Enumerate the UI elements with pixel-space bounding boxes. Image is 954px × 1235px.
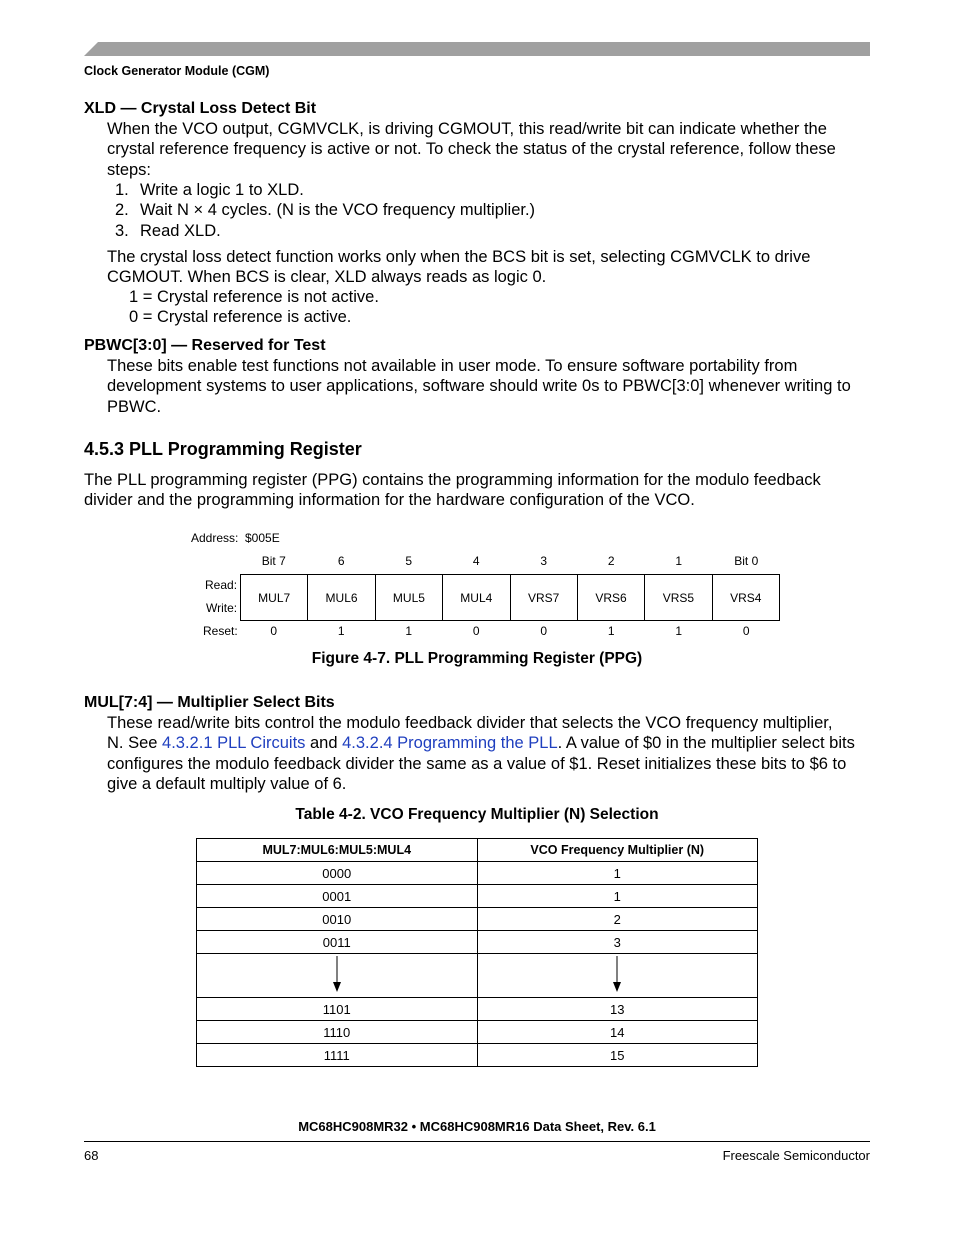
running-header: Clock Generator Module (CGM)	[84, 64, 270, 78]
list-item: 3. Read XLD.	[115, 221, 221, 240]
arrow-down-icon	[331, 954, 343, 994]
footer-document-title: MC68HC908MR32 • MC68HC908MR16 Data Sheet, Rev. 6.1	[298, 1119, 656, 1134]
register-bit-labels	[240, 554, 780, 568]
pbwc-heading: PBWC[3:0] — Reserved for Test	[84, 337, 326, 354]
list-item: 1. Write a logic 1 to XLD.	[115, 181, 304, 199]
reset-value: 1	[337, 624, 345, 638]
reset-value: 1	[405, 624, 413, 638]
register-address-value: $005E	[245, 531, 280, 545]
column-header: VCO Frequency Multiplier (N)	[477, 839, 758, 862]
vco-multiplier-table	[196, 838, 758, 1067]
arrow-down-icon	[611, 954, 623, 994]
bit-label: 2	[607, 554, 615, 568]
bit-label: Bit 7	[261, 554, 286, 568]
link-pll-circuits[interactable]: 4.3.2.1 PLL Circuits	[162, 734, 306, 753]
bit-label: 3	[540, 554, 548, 568]
section-title: 4.5.3 PLL Programming Register	[84, 439, 362, 459]
register-field: MUL4	[443, 575, 510, 621]
column-header: MUL7:MUL6:MUL5:MUL4	[197, 839, 478, 862]
table-row: 0000 1	[197, 862, 758, 885]
register-field: MUL5	[375, 575, 442, 621]
xld-steps-list	[115, 180, 535, 241]
reset-value: 1	[607, 624, 615, 638]
table-row: 0010 2	[197, 908, 758, 931]
register-fields-table	[240, 574, 780, 621]
table-row: 1111 15	[197, 1044, 758, 1067]
reset-value: 0	[270, 624, 278, 638]
register-field: VRS5	[645, 575, 712, 621]
register-field: MUL6	[308, 575, 375, 621]
page-number: 68	[84, 1148, 99, 1163]
table-row: 0011 3	[197, 931, 758, 954]
register-field: VRS4	[712, 575, 779, 621]
footer-company: Freescale Semiconductor	[722, 1148, 870, 1163]
reset-value: 0	[742, 624, 750, 638]
register-field: MUL7	[241, 575, 308, 621]
table-header-row	[197, 839, 758, 862]
register-reset-values	[240, 624, 780, 638]
bit-label: 1	[675, 554, 683, 568]
register-write-label: Write:	[206, 601, 238, 615]
xld-heading: XLD — Crystal Loss Detect Bit	[84, 100, 317, 117]
reset-value: 0	[472, 624, 480, 638]
mul-heading: MUL[7:4] — Multiplier Select Bits	[84, 694, 335, 711]
register-field: VRS7	[510, 575, 577, 621]
bit-label: 6	[337, 554, 345, 568]
table-row: 1101 13	[197, 998, 758, 1021]
register-address-label: Address:	[191, 531, 239, 545]
bit-label: 4	[472, 554, 480, 568]
bit-label: Bit 0	[734, 554, 759, 568]
figure-caption: Figure 4-7. PLL Programming Register (PPG)	[311, 650, 643, 667]
pbwc-paragraph: These bits enable test functions not available in user mode. To ensure software portability from development systems to user applications, software should write 0s to PBWC[3:0] whenever writing to PBWC.	[107, 357, 851, 416]
section-paragraph: The PLL programming register (PPG) contains the programming information for the modulo feedback divider and the programming information for the hardware configuration of the VCO.	[84, 471, 821, 510]
reset-value: 1	[675, 624, 683, 638]
mul-paragraph: These read/write bits control the modulo feedback divider that selects the VCO frequency multiplier, N. See 4.3.2.1 PLL Circuits and 4.3.2.4 Programming the PLL. A value of $0 in the multiplier select bits configures the modulo feedback divider the same as a value of $1. Reset initializes these bits to $6 to give a default multiply value of 6.	[107, 714, 855, 793]
xld-paragraph-2: The crystal loss detect function works only when the BCS bit is set, selecting CGMVCLK to drive CGMOUT. When BCS is clear, XLD always reads as logic 0.	[107, 248, 811, 287]
link-programming-the-pll[interactable]: 4.3.2.4 Programming the PLL	[342, 734, 558, 753]
header-bar	[84, 42, 870, 56]
table-row: 0001 1	[197, 885, 758, 908]
xld-paragraph: When the VCO output, CGMVCLK, is driving CGMOUT, this read/write bit can indicate whether the crystal reference frequency is active or not. To check the status of the crystal reference, follow these steps:	[107, 120, 836, 179]
register-read-label: Read:	[205, 578, 238, 592]
table-caption: Table 4-2. VCO Frequency Multiplier (N) Selection	[295, 806, 659, 823]
table-row-ellipsis	[197, 954, 758, 998]
xld-values: 1 = Crystal reference is not active. 0 = Crystal reference is active.	[129, 288, 379, 327]
register-reset-label: Reset:	[203, 624, 238, 638]
list-item: 2. Wait N × 4 cycles. (N is the VCO frequency multiplier.)	[115, 201, 536, 220]
reset-value: 0	[540, 624, 548, 638]
register-field: VRS6	[577, 575, 644, 621]
table-row: 1110 14	[197, 1021, 758, 1044]
footer-divider	[84, 1141, 870, 1142]
bit-label: 5	[405, 554, 413, 568]
